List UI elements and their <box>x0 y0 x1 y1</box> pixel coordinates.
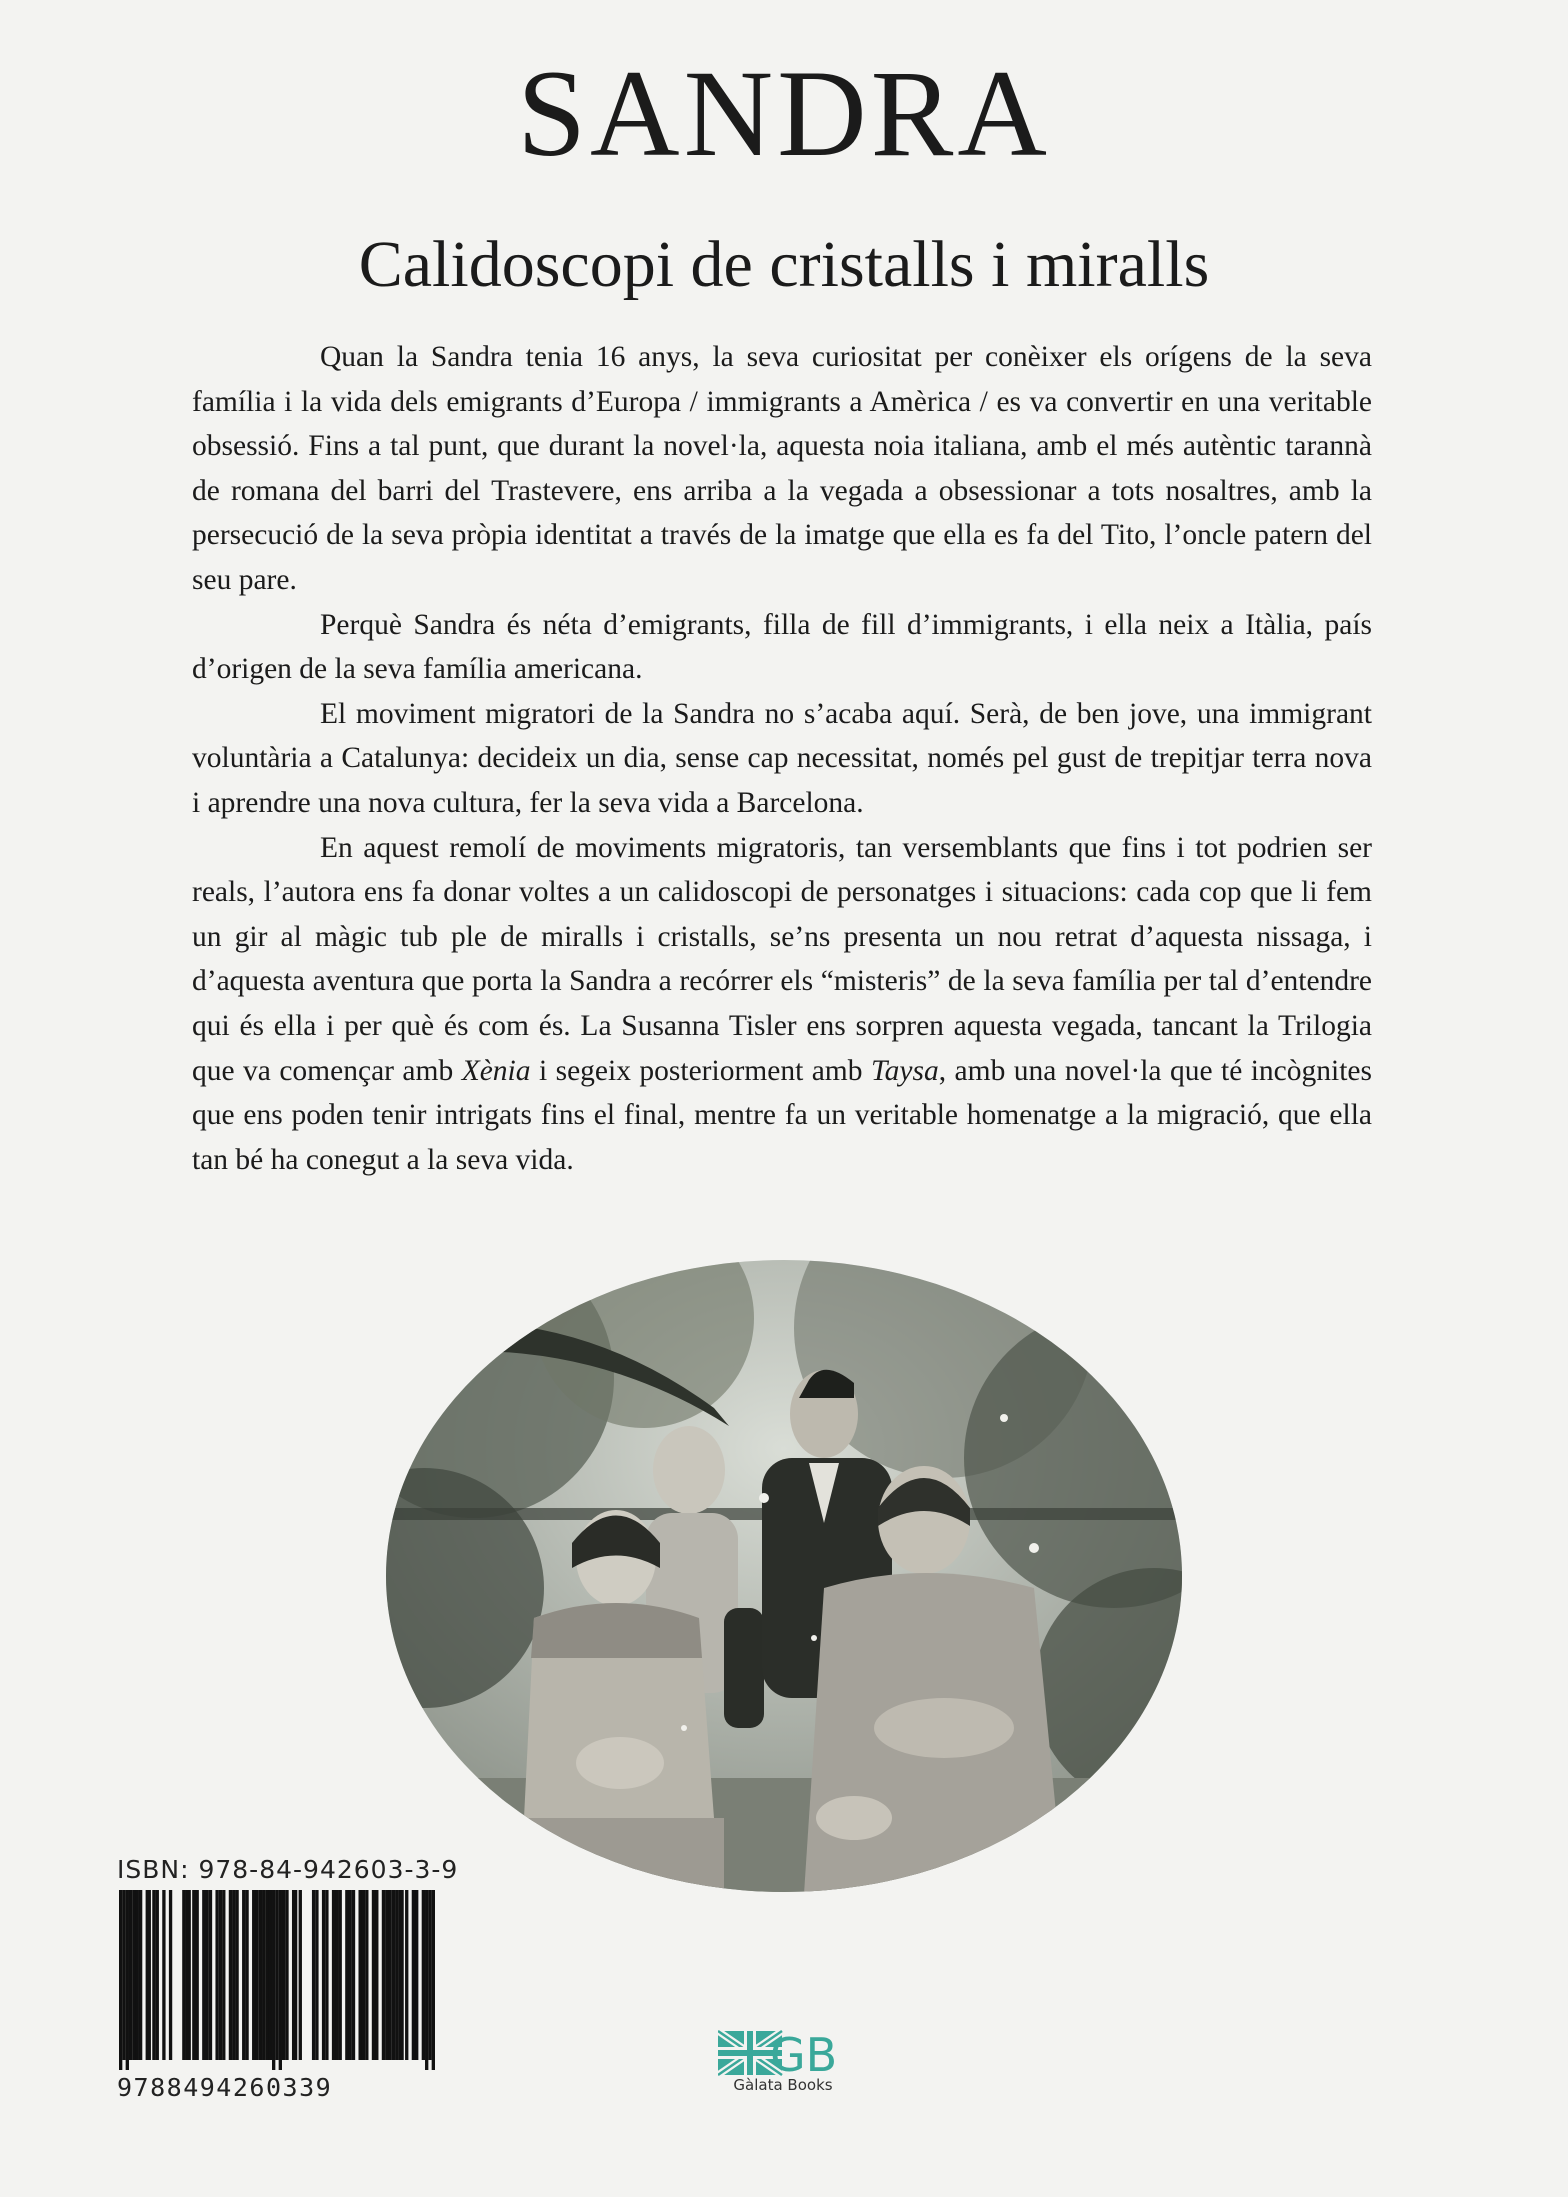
barcode-bar <box>242 1890 245 2060</box>
barcode-bar <box>196 1890 199 2060</box>
barcode-bar <box>169 1890 172 2060</box>
barcode-bar <box>365 1890 368 2060</box>
book-title-xenia: Xènia <box>461 1054 531 1087</box>
barcode-bar <box>192 1890 195 2060</box>
barcode-bar <box>292 1890 297 2060</box>
barcode-bar <box>325 1890 328 2060</box>
barcode-bar <box>375 1890 378 2060</box>
isbn-label: ISBN: 978-84-942603-3-9 <box>117 1855 459 1884</box>
book-subtitle: Calidoscopi de cristalls i miralls <box>358 228 1210 301</box>
barcode-bar <box>285 1890 288 2060</box>
barcode-bar <box>229 1890 232 2060</box>
barcode-bar <box>245 1890 248 2060</box>
barcode-bar <box>209 1890 212 2060</box>
barcode-bar <box>432 1890 435 2070</box>
barcode-bar <box>415 1890 418 2060</box>
barcode-bar <box>262 1890 265 2060</box>
barcode-bar <box>156 1890 159 2060</box>
barcode-bar <box>119 1890 122 2070</box>
blurb-paragraph-3: El moviment migratori de la Sandra no s’acaba aquí. Serà, de ben jove, una immigrant voluntària a Catalunya: decideix un dia, sense cap necessitat, només pel gust de trepitjar terra nova i aprendre una nova cultura, fer la seva vida a Barcelona. <box>192 697 1372 819</box>
blurb-paragraph-2: Perquè Sandra és néta d’emigrants, filla de fill d’immigrants, i ella neix a Itàlia, país d’origen de la seva família americana. <box>192 608 1372 686</box>
barcode-bar <box>255 1890 258 2060</box>
barcode-bar <box>275 1890 278 2060</box>
barcode-bar <box>299 1890 302 2060</box>
barcode-bar <box>122 1890 125 2060</box>
barcode-bar <box>215 1890 218 2060</box>
barcode-bar <box>335 1890 338 2060</box>
blurb <box>192 335 1372 1182</box>
barcode-bar <box>382 1890 385 2060</box>
barcode-bar <box>428 1890 431 2060</box>
barcode-bar <box>388 1890 391 2060</box>
barcode-bar <box>186 1890 191 2060</box>
barcode-bar <box>349 1890 352 2060</box>
barcode-bar <box>425 1890 428 2070</box>
galata-books-logo <box>718 2025 848 2115</box>
barcode-bar <box>219 1890 222 2060</box>
blurb-paragraph-1: Quan la Sandra tenia 16 anys, la seva curiositat per conèixer els orígens de la seva família i la vida dels emigrants d’Europa / immigrants a Amèrica / es va convertir en una veritable obsessió. Fins a tal punt, que durant la novel·la, aquesta noia italiana, amb el més autèntic tarannà de romana del barri del Trastevere, ens arriba a la vegada a obsessionar a tots nosaltres, amb la persecució de la seva pròpia identitat a través de la imatge que ella es fa del Tito, l’oncle patern del seu pare. <box>192 341 1372 596</box>
barcode-bar <box>398 1890 403 2060</box>
blurb-text: En aquest remolí de moviments migratoris, tan versemblants que fins i tot podrien ser reals, l’autora ens fa donar voltes a un calidoscopi de personatges i situacions: cada cop que li fem un gir al màgic tub ple de miralls i cristalls, se’ns presenta un nou retrat d’aquesta nissaga, i d’aquesta aventura que porta la Sandra a recórrer els “misteris” de la seva família per tal d’entendre qui és ella i per què és com és. La Susanna Tisler ens sorpren aquesta vegada, tancant la Trilogia que va començar amb <box>192 831 1372 1087</box>
barcode-bar <box>232 1890 235 2060</box>
barcode-bar <box>129 1890 132 2060</box>
barcode-bar <box>202 1890 205 2060</box>
barcode <box>117 1890 437 2070</box>
logo-letters: GB <box>770 2028 838 2082</box>
barcode-bar <box>235 1890 238 2060</box>
barcode-bar <box>182 1890 185 2060</box>
barcode-bar <box>136 1890 139 2060</box>
barcode-bar <box>282 1890 285 2060</box>
blurb-text: , amb una novel·la que té incògnites que ens poden tenir intrigats fins el final, mentre fa un veritable homenatge a la migració, que ella tan bé ha conegut a la seva vida. <box>192 1054 1372 1176</box>
barcode-bar <box>269 1890 272 2060</box>
barcode-bar <box>322 1890 325 2060</box>
barcode-number: 9788494260339 <box>117 2073 437 2102</box>
barcode-bar <box>422 1890 425 2060</box>
family-photo <box>384 1258 1184 1894</box>
barcode-bar <box>272 1890 275 2070</box>
barcode-bar <box>362 1890 365 2060</box>
barcode-bar <box>162 1890 165 2060</box>
publisher-name: Gàlata Books <box>733 2076 833 2094</box>
barcode-bar <box>152 1890 155 2060</box>
barcode-bar <box>222 1890 225 2060</box>
barcode-bar <box>139 1890 142 2060</box>
barcode-bar <box>146 1890 151 2060</box>
barcode-bar <box>279 1890 282 2070</box>
book-title: SANDRA <box>517 45 1051 182</box>
barcode-bar <box>405 1890 408 2060</box>
barcode-bar <box>205 1890 208 2060</box>
barcode-bar <box>312 1890 315 2060</box>
book-title-taysa: Taysa <box>870 1054 939 1087</box>
barcode-bar <box>259 1890 262 2060</box>
blurb-paragraph-4 <box>192 826 1372 1183</box>
barcode-bar <box>352 1890 355 2060</box>
barcode-bar <box>395 1890 398 2060</box>
barcode-bar <box>339 1890 342 2060</box>
barcode-bar <box>126 1890 129 2070</box>
blurb-text: i segeix posteriorment amb <box>530 1054 871 1087</box>
barcode-bar <box>392 1890 395 2060</box>
barcode-bar <box>315 1890 318 2060</box>
